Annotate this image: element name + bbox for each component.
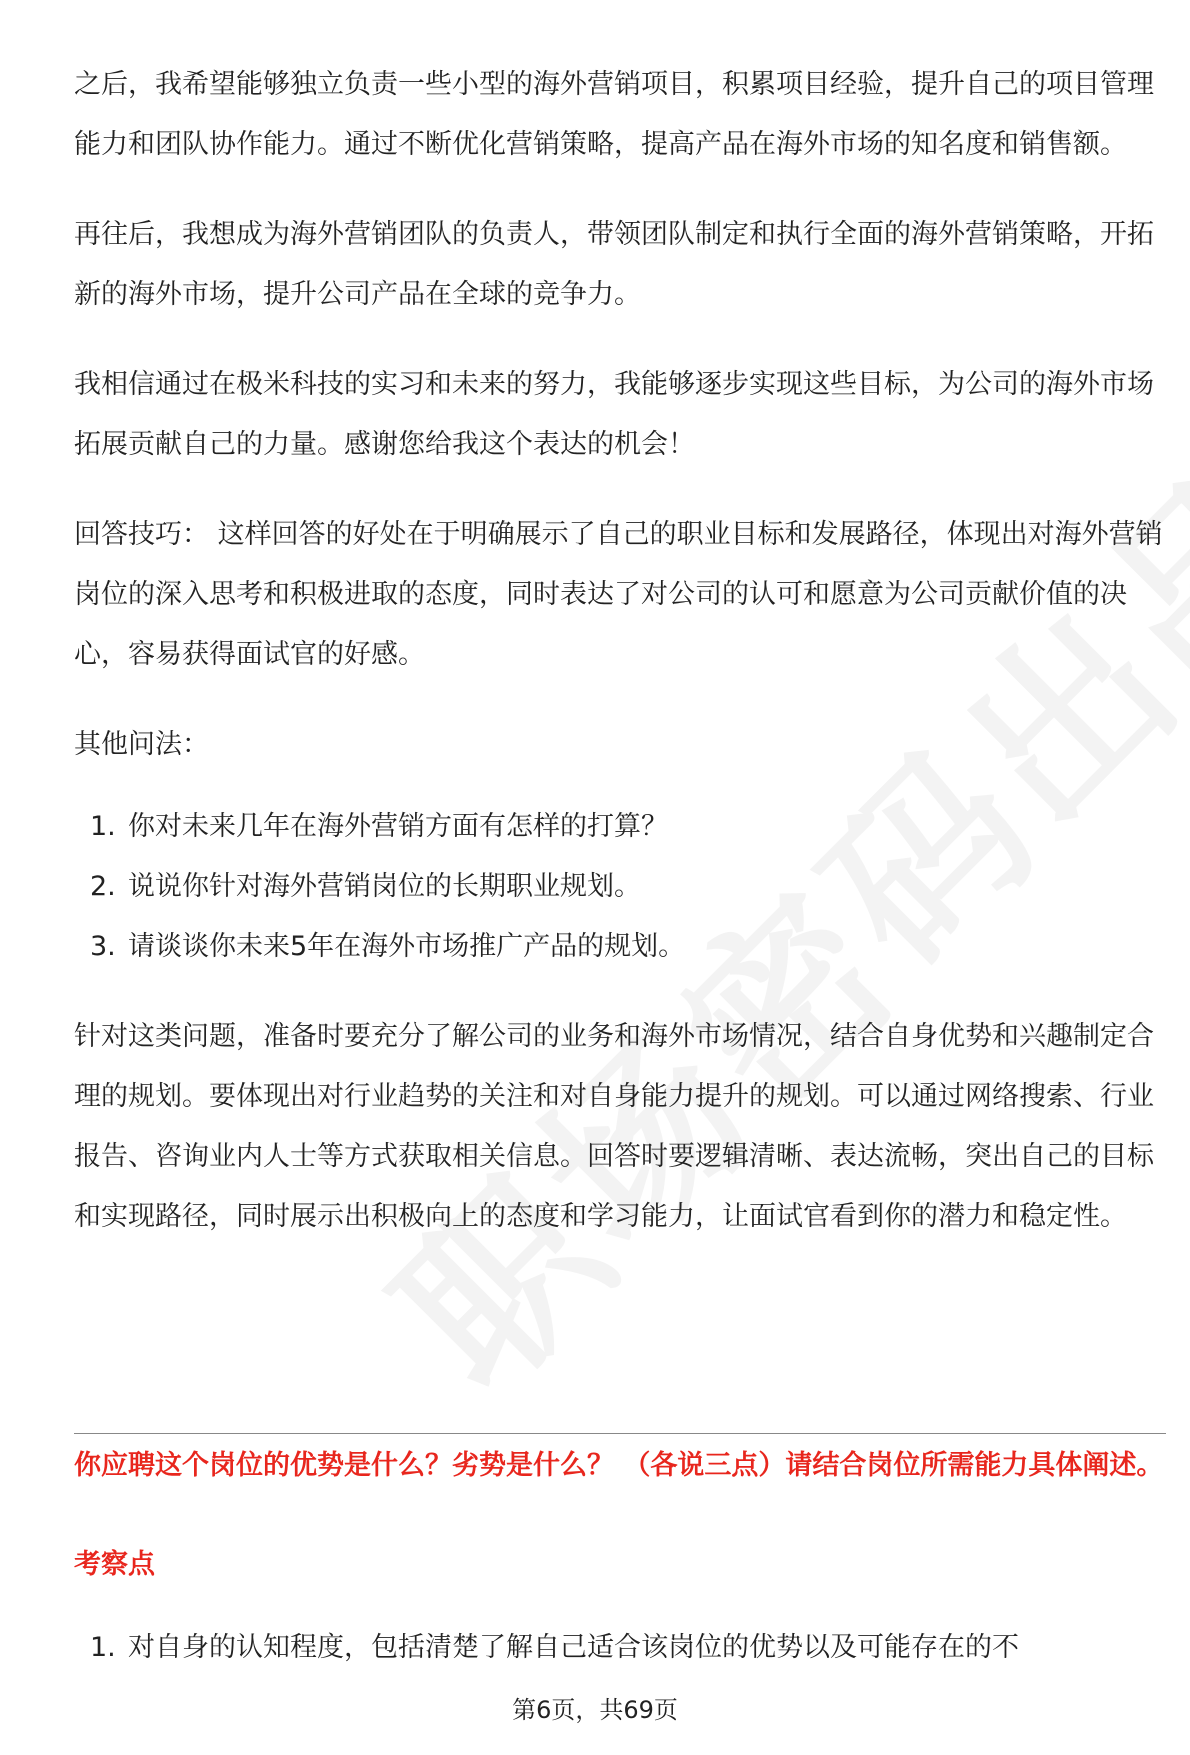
paragraph-team-lead: 再往后，我想成为海外营销团队的负责人，带领团队制定和执行全面的海外营销策略，开拓新的海外市场，提升公司产品在全球的竞争力。 xyxy=(74,219,1154,310)
list-text: 请谈谈你未来5年在海外市场推广产品的规划。 xyxy=(128,931,686,962)
question-heading: 你应聘这个岗位的优势是什么？劣势是什么？ （各说三点）请结合岗位所需能力具体阐述。 xyxy=(74,1450,1164,1481)
list-number: 1. xyxy=(90,1632,116,1663)
list-number: 1. xyxy=(90,811,116,842)
section-divider xyxy=(74,1433,1166,1434)
paragraph-answer-tip: 回答技巧： 这样回答的好处在于明确展示了自己的职业目标和发展路径，体现出对海外营销岗位的深入思考和积极进取的态度，同时表达了对公司的认可和愿意为公司贡献价值的决心，容易获得面试官的好感。 xyxy=(74,519,1163,670)
list-number: 2. xyxy=(90,871,116,902)
page-footer: 第6页，共69页 xyxy=(512,1696,678,1724)
main-content xyxy=(74,55,1164,1247)
list-item xyxy=(74,797,1164,857)
list-item xyxy=(74,917,1164,977)
paragraph-closing: 我相信通过在极米科技的实习和未来的努力，我能够逐步实现这些目标，为公司的海外市场拓展贡献自己的力量。感谢您给我这个表达的机会！ xyxy=(74,369,1154,460)
list-text: 说说你针对海外营销岗位的长期职业规划。 xyxy=(128,871,641,902)
list-item xyxy=(90,1618,1150,1678)
list-text: 对自身的认知程度，包括清楚了解自己适合该岗位的优势以及可能存在的不 xyxy=(128,1632,1019,1663)
assessment-heading: 考察点 xyxy=(74,1549,155,1580)
list-text: 你对未来几年在海外营销方面有怎样的打算？ xyxy=(128,811,668,842)
paragraph-other-questions-label: 其他问法： xyxy=(74,729,209,760)
list-number: 3. xyxy=(90,931,116,962)
paragraph-advice: 针对这类问题，准备时要充分了解公司的业务和海外市场情况，结合自身优势和兴趣制定合理的规划。要体现出对行业趋势的关注和对自身能力提升的规划。可以通过网络搜索、行业报告、咨询业内人士等方式获取相关信息。回答时要逻辑清晰、表达流畅，突出自己的目标和实现路径，同时展示出积极向上的态度和学习能力，让面试官看到你的潜力和稳定性。 xyxy=(74,1021,1154,1232)
paragraph-future-projects: 之后，我希望能够独立负责一些小型的海外营销项目，积累项目经验，提升自己的项目管理能力和团队协作能力。通过不断优化营销策略，提高产品在海外市场的知名度和销售额。 xyxy=(74,69,1154,160)
list-item xyxy=(74,857,1164,917)
other-questions-list xyxy=(74,797,1164,977)
